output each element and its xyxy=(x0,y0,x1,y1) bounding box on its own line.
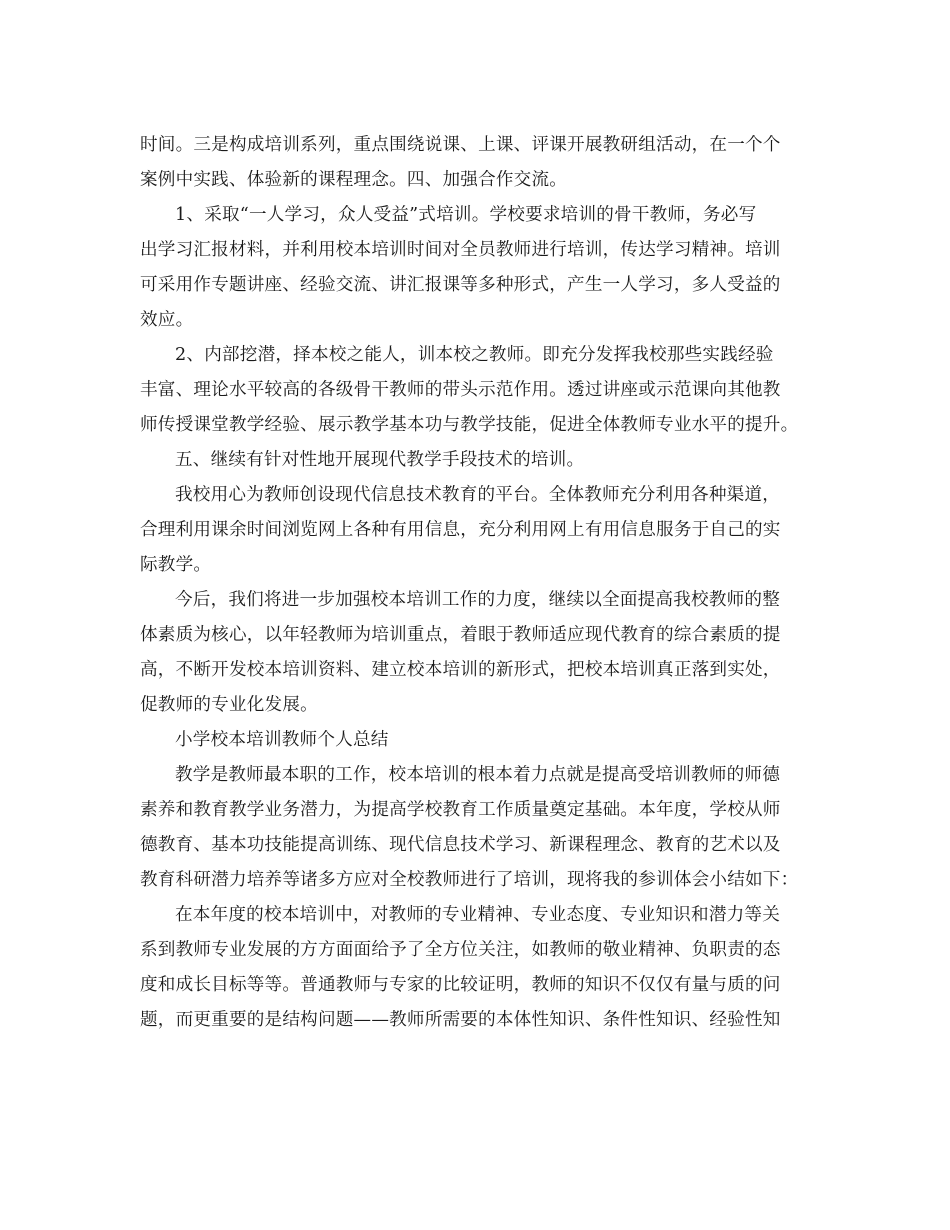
text-line: 系到教师专业发展的方方面面给予了全方位关注，如教师的敬业精神、负职责的态 xyxy=(140,940,781,960)
text-line: 体素质为核心，以年轻教师为培训重点，着眼于教师适应现代教育的综合素质的提 xyxy=(140,625,781,645)
text-line: 度和成长目标等等。普通教师与专家的比较证明，教师的知识不仅仅有量与质的问 xyxy=(140,975,781,995)
text-line: 我校用心为教师创设现代信息技术教育的平台。全体教师充分利用各种渠道， xyxy=(175,485,780,505)
text-line: 际教学。 xyxy=(140,555,212,575)
text-line: 效应。 xyxy=(140,310,194,330)
document-body xyxy=(140,128,815,1038)
text-line: 今后，我们将进一步加强校本培训工作的力度，继续以全面提高我校教师的整 xyxy=(175,590,780,610)
text-line: 在本年度的校本培训中，对教师的专业精神、专业态度、专业知识和潜力等关 xyxy=(175,905,780,925)
text-line: 促教师的专业化发展。 xyxy=(140,695,318,715)
text-line: 师传授课堂教学经验、展示教学基本功与教学技能，促进全体教师专业水平的提升。 xyxy=(140,415,799,435)
text-line: 小学校本培训教师个人总结 xyxy=(175,730,389,750)
text-line: 教育科研潜力培养等诸多方应对全校教师进行了培训，现将我的参训体会小结如下： xyxy=(140,870,799,890)
text-line: 出学习汇报材料，并利用校本培训时间对全员教师进行培训，传达学习精神。培训 xyxy=(140,240,781,260)
text-line: 五、继续有针对性地开展现代教学手段技术的培训。 xyxy=(175,450,585,470)
text-line: 高，不断开发校本培训资料、建立校本培训的新形式，把校本培训真正落到实处， xyxy=(140,660,781,680)
text-line: 可采用作专题讲座、经验交流、讲汇报课等多种形式，产生一人学习，多人受益的 xyxy=(140,275,781,295)
text-line: 素养和教育教学业务潜力，为提高学校教育工作质量奠定基础。本年度，学校从师 xyxy=(140,800,781,820)
text-line: 德教育、基本功技能提高训练、现代信息技术学习、新课程理念、教育的艺术以及 xyxy=(140,835,781,855)
text-line: 2、内部挖潜，择本校之能人，训本校之教师。即充分发挥我校那些实践经验 xyxy=(175,345,774,365)
text-line: 教学是教师最本职的工作，校本培训的根本着力点就是提高受培训教师的师德 xyxy=(175,765,780,785)
text-line: 1、采取“一人学习，众人受益”式培训。学校要求培训的骨干教师，务必写 xyxy=(175,205,757,225)
text-line: 丰富、理论水平较高的各级骨干教师的带头示范作用。透过讲座或示范课向其他教 xyxy=(140,380,781,400)
text-line: 合理利用课余时间浏览网上各种有用信息，充分利用网上有用信息服务于自己的实 xyxy=(140,520,781,540)
text-line: 案例中实践、体验新的课程理念。四、加强合作交流。 xyxy=(140,170,568,190)
text-line: 时间。三是构成培训系列，重点围绕说课、上课、评课开展教研组活动，在一个个 xyxy=(140,135,781,155)
text-line: 题，而更重要的是结构问题——教师所需要的本体性知识、条件性知识、经验性知 xyxy=(140,1010,781,1030)
